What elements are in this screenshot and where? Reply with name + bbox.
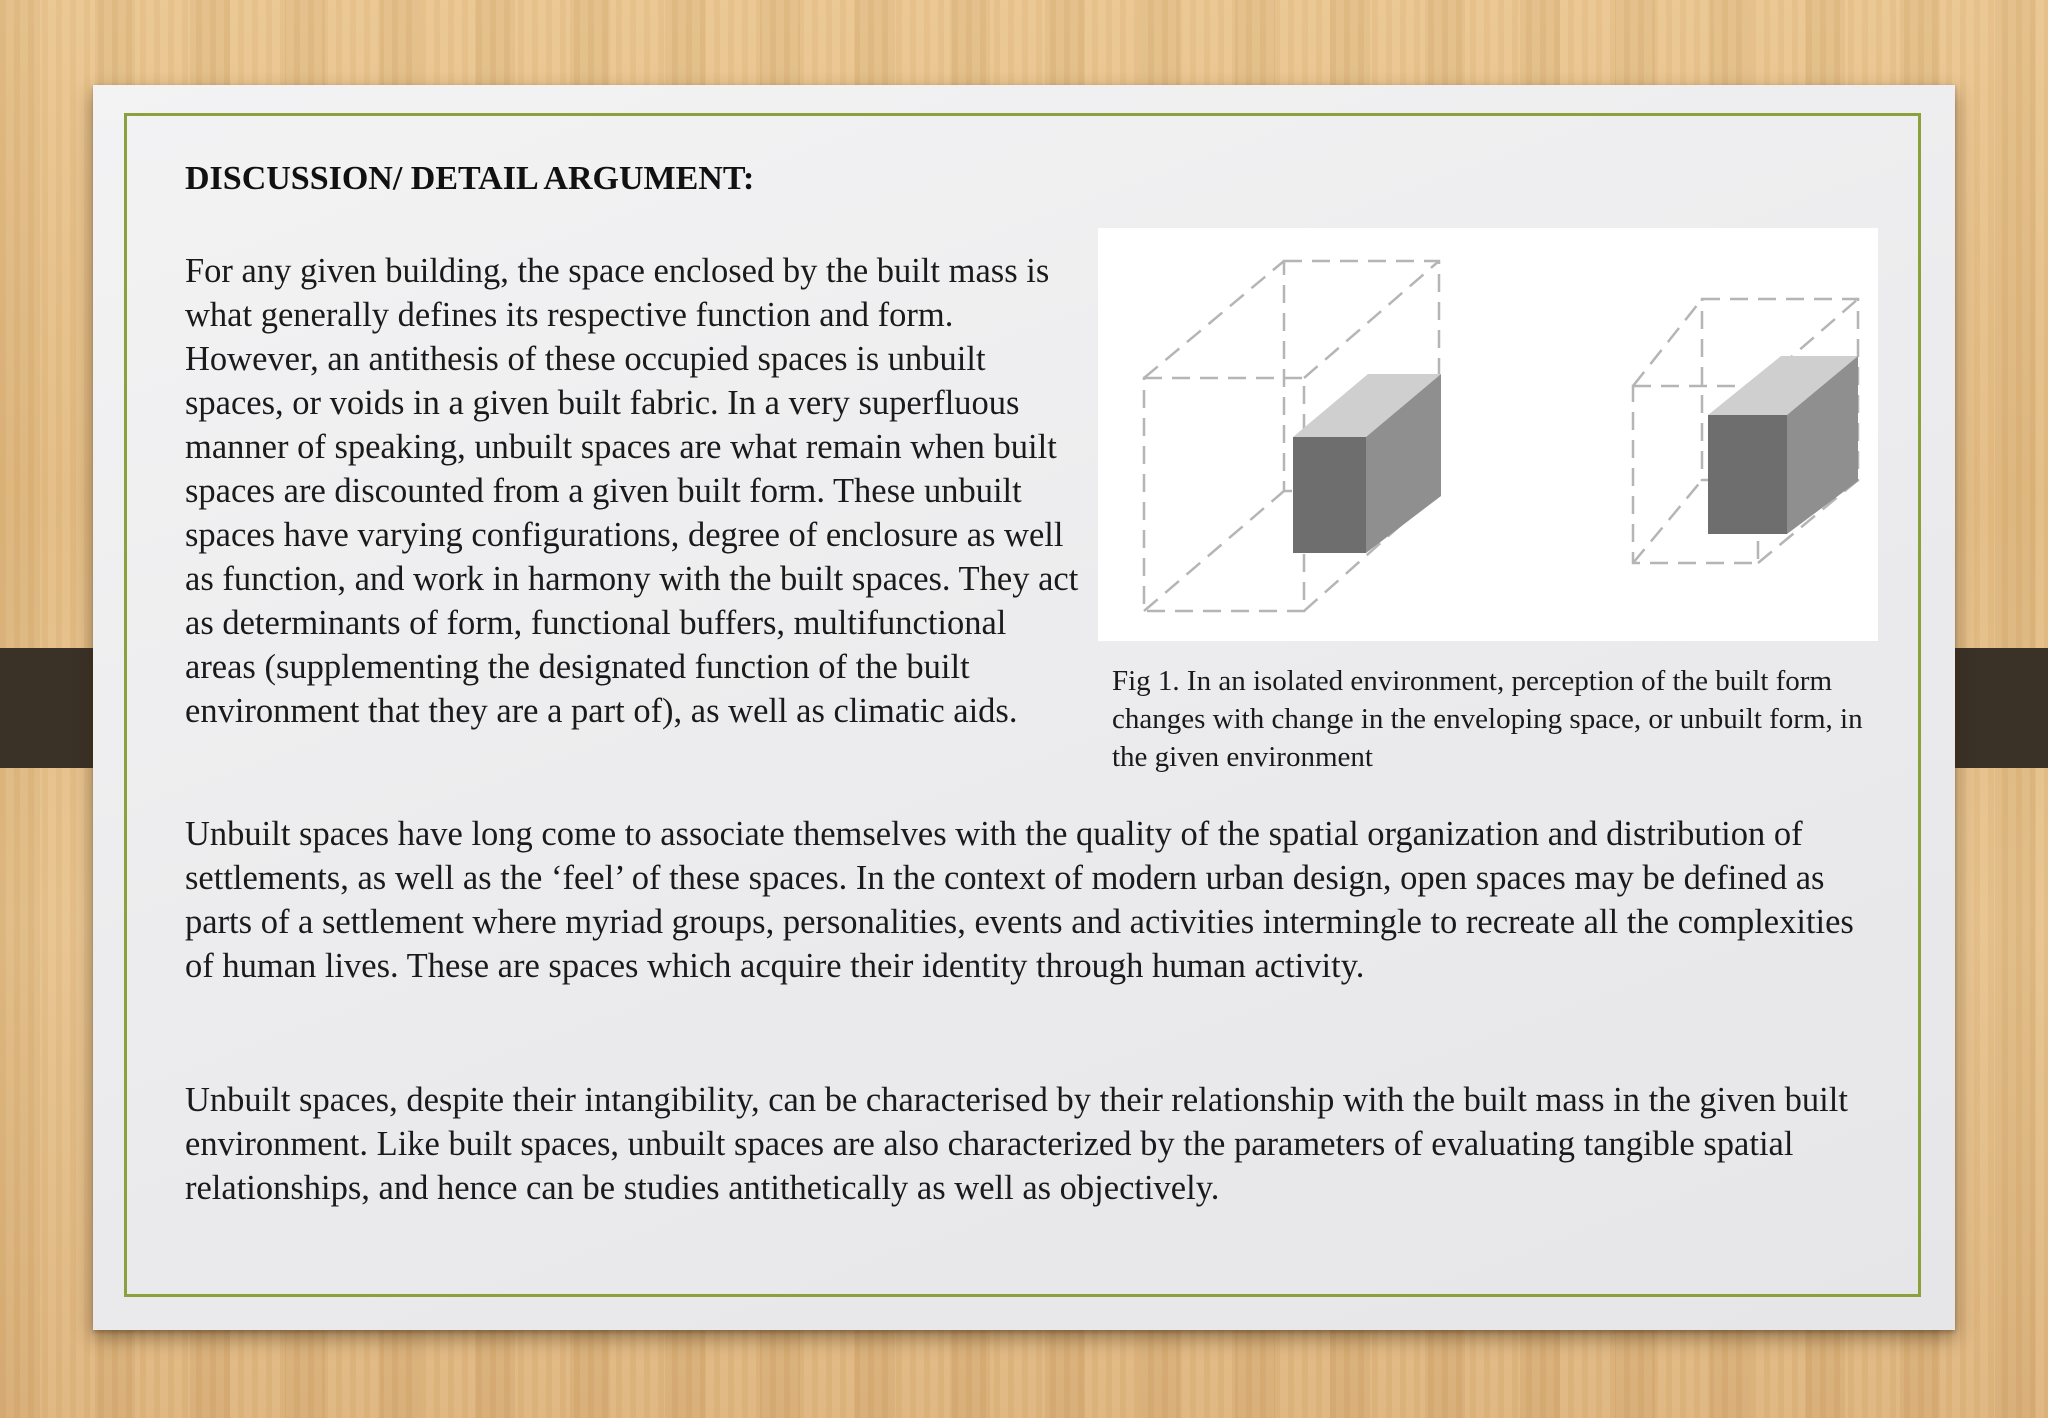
slide-heading: DISCUSSION/ DETAIL ARGUMENT: <box>185 160 755 197</box>
figure-caption: Fig 1. In an isolated environment, perception of the built form changes with change in the enveloping space, or unbuilt form, in the given environment <box>1112 665 1863 773</box>
small-solid-block <box>1708 356 1858 534</box>
slide-card <box>93 85 1955 1330</box>
built-unbuilt-form-diagram <box>1098 228 1878 641</box>
body-paragraph-3: Unbuilt spaces, despite their intangibility, can be characterised by their relationship with the built mass in the given built environment. Like built spaces, unbuilt spaces are also characterized by the parameters of evaluating tangible spatial relationships, and hence can be studies antithetically as well as objectively. <box>185 1081 1848 1207</box>
intro-paragraph: For any given building, the space enclosed by the built mass is what generally defines its respective function and form. However, an antithesis of these occupied spaces is unbuilt spaces, or voids in a given built fabric. In a very superfluous manner of speaking, unbuilt spaces are what remain when built spaces are discounted from a given built form. These unbuilt spaces have varying configurations, degree of enclosure as well as function, and work in harmony with the built spaces. They act as determinants of form, functional buffers, multifunctional areas (supplementing the designated function of the built environment that they are a part of), as well as climatic aids. <box>185 252 1079 730</box>
body-paragraph-2: Unbuilt spaces have long come to associate themselves with the quality of the spatial organization and distribution of settlements, as well as the ‘feel’ of these spaces. In the context of modern urban design, open spaces may be defined as parts of a settlement where myriad groups, personalities, events and activities intermingle to recreate all the complexities of human lives. These are spaces which acquire their identity through human activity. <box>185 815 1854 985</box>
figure-illustration <box>1098 228 1878 641</box>
large-solid-block <box>1293 374 1441 553</box>
